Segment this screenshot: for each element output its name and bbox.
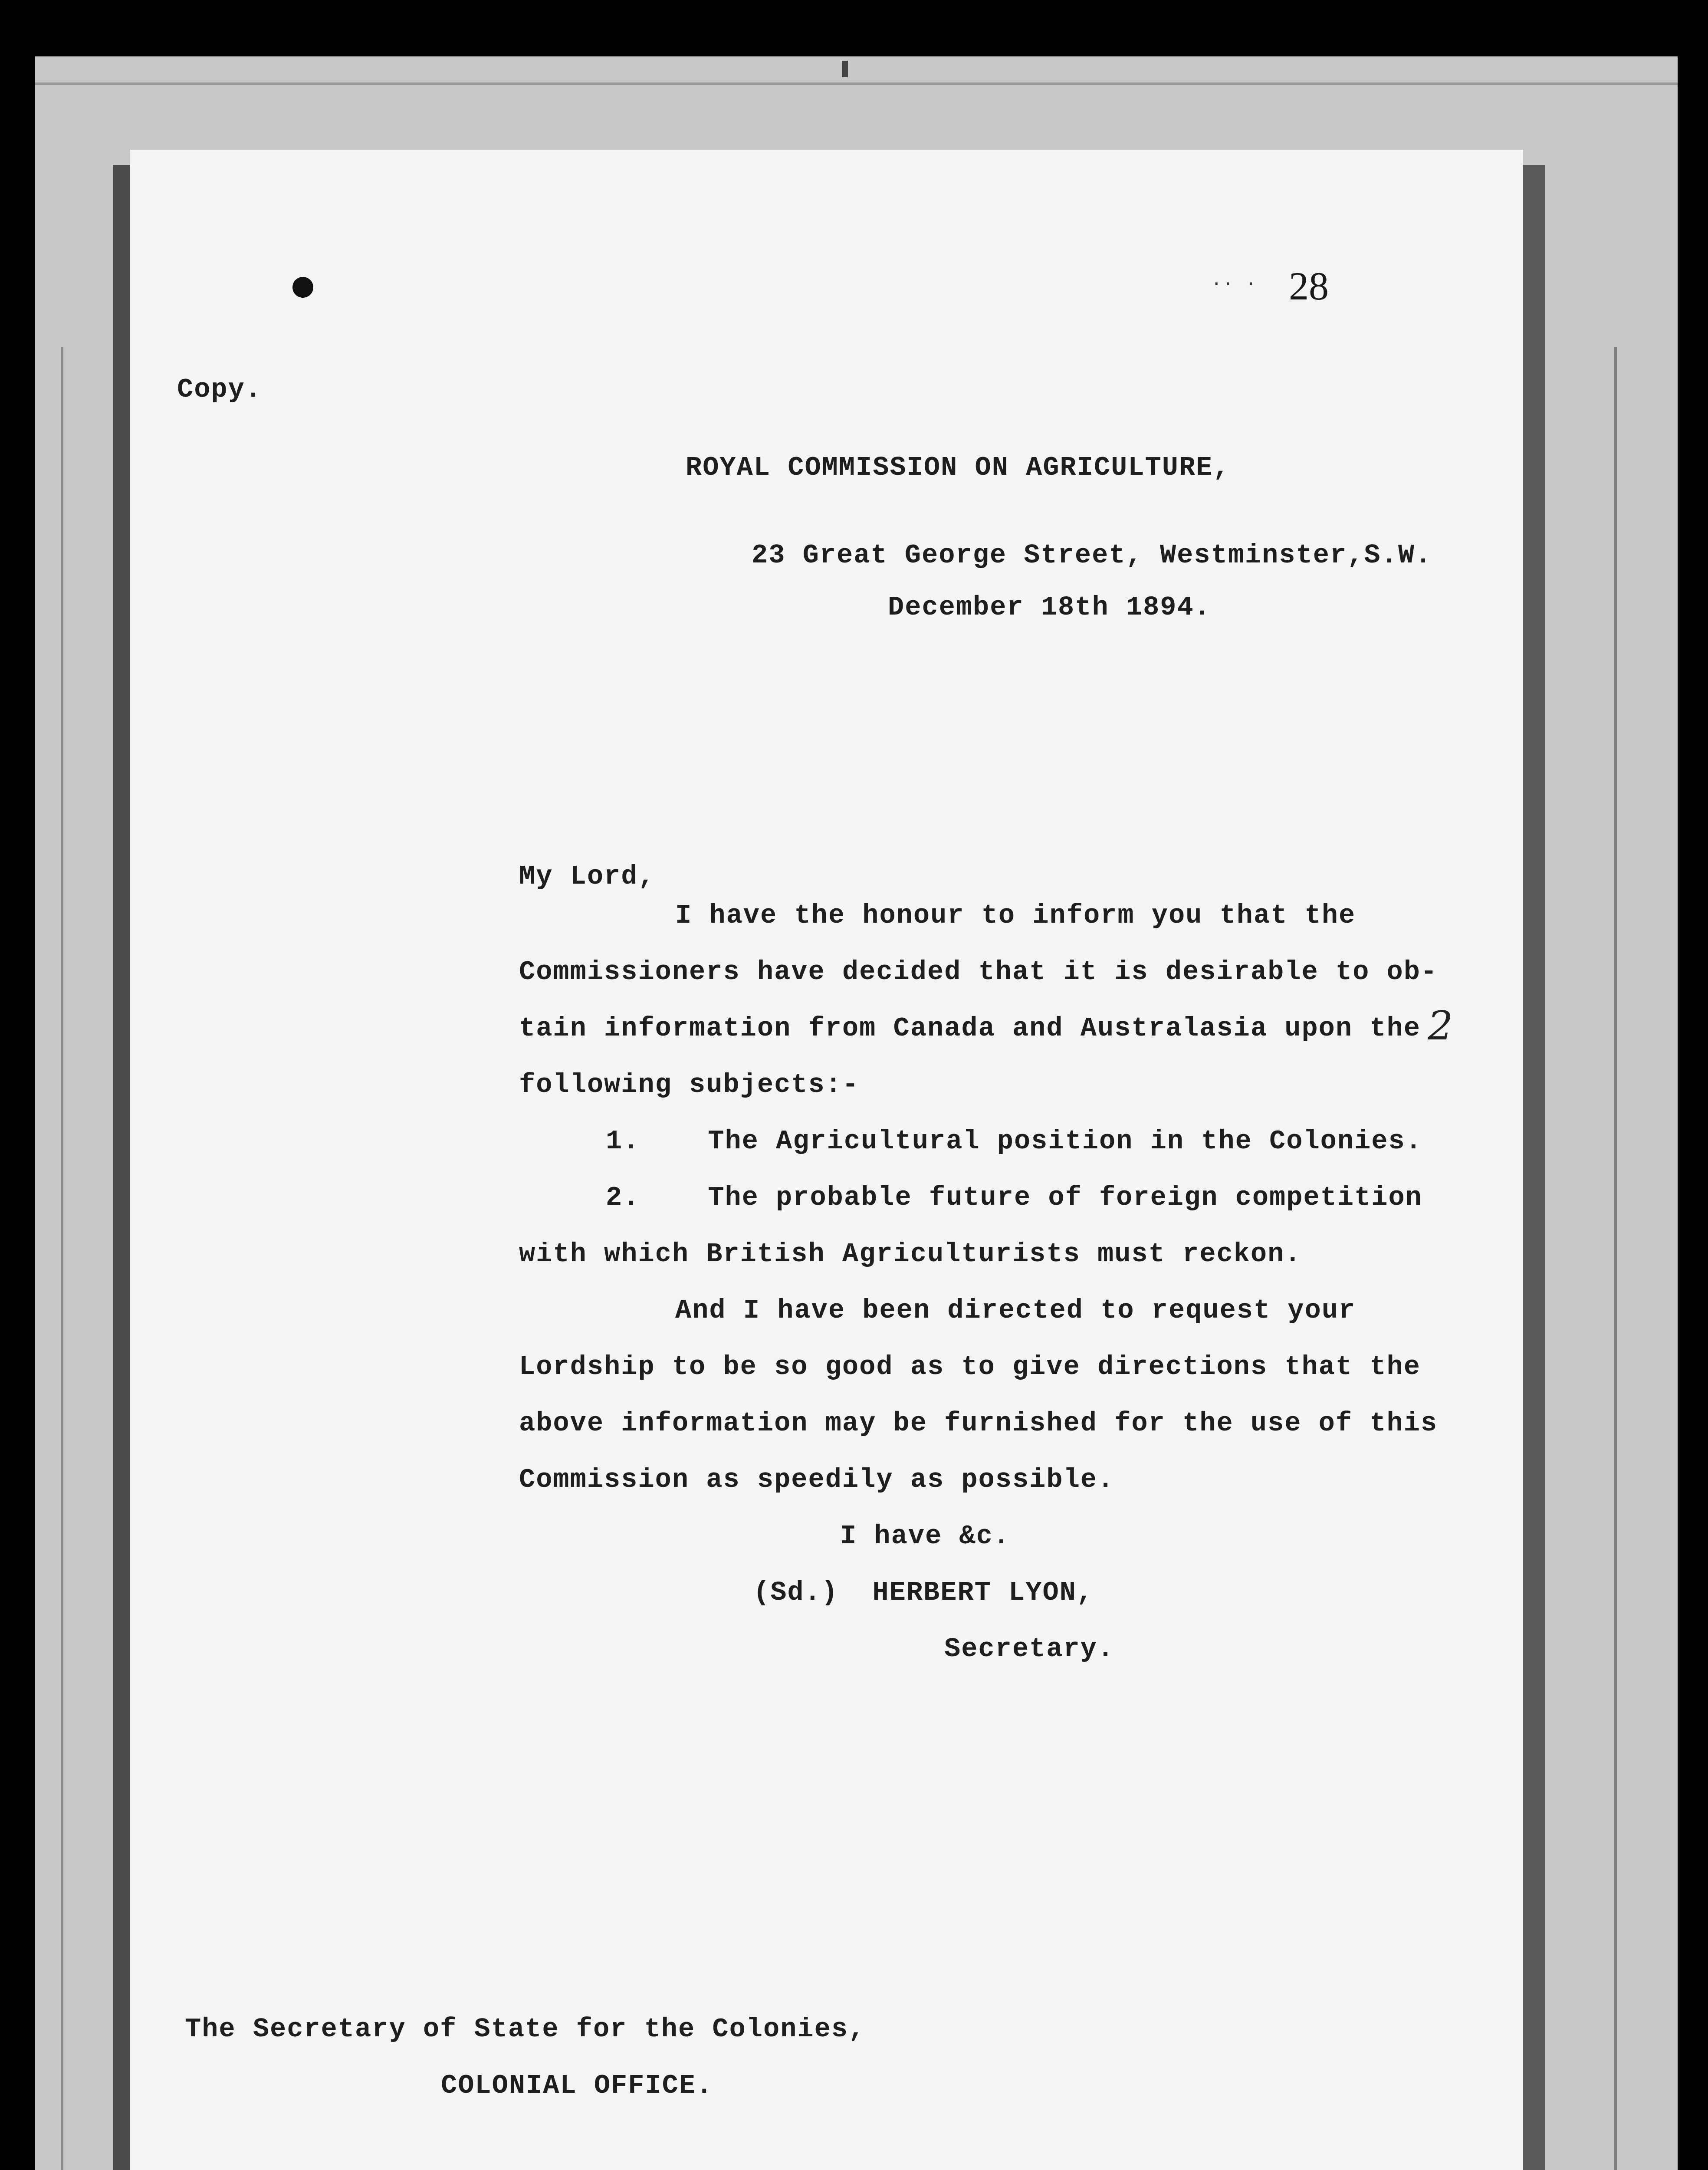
frame-tick-mark bbox=[842, 61, 848, 77]
signature-line: (Sd.) HERBERT LYON, bbox=[753, 1577, 1094, 1608]
salutation: My Lord, bbox=[519, 861, 655, 892]
list-item: 1. The Agricultural position in the Colonies. bbox=[606, 1126, 1422, 1157]
addressee-office: COLONIAL OFFICE. bbox=[441, 2070, 713, 2101]
body-line: Lordship to be so good as to give directions that the bbox=[519, 1351, 1421, 1382]
handwritten-mark: 2 bbox=[1428, 1003, 1453, 1049]
list-item: 2. The probable future of foreign competition bbox=[606, 1182, 1422, 1213]
mount-right-edge bbox=[1614, 347, 1617, 2170]
mount-edge-line bbox=[35, 82, 1678, 85]
body-line: following subjects:- bbox=[519, 1069, 860, 1100]
body-line: And I have been directed to request your bbox=[675, 1295, 1356, 1326]
closing-line: I have &c. bbox=[840, 1521, 1011, 1552]
organization-heading: ROYAL COMMISSION ON AGRICULTURE, bbox=[686, 452, 1230, 483]
addressee-line: The Secretary of State for the Colonies, bbox=[185, 2014, 866, 2045]
body-line: above information may be furnished for the use of this bbox=[519, 1408, 1438, 1439]
address-line: 23 Great George Street, Westminster,S.W. bbox=[752, 540, 1432, 571]
body-line: with which British Agriculturists must reckon. bbox=[519, 1239, 1302, 1269]
body-line: Commissioners have decided that it is desirable to ob- bbox=[519, 957, 1438, 987]
letter-date: December 18th 1894. bbox=[888, 592, 1211, 623]
signatory-title: Secretary. bbox=[944, 1634, 1115, 1664]
punch-hole-icon bbox=[292, 277, 313, 298]
mount-left-edge bbox=[61, 347, 63, 2170]
copy-label: Copy. bbox=[177, 374, 263, 405]
header-dots: ·· · bbox=[1211, 273, 1257, 295]
page-number: 28 bbox=[1289, 264, 1329, 308]
body-line: Commission as speedily as possible. bbox=[519, 1464, 1115, 1495]
body-line: I have the honour to inform you that the bbox=[675, 900, 1356, 931]
body-line: tain information from Canada and Australasia upon the bbox=[519, 1013, 1421, 1044]
